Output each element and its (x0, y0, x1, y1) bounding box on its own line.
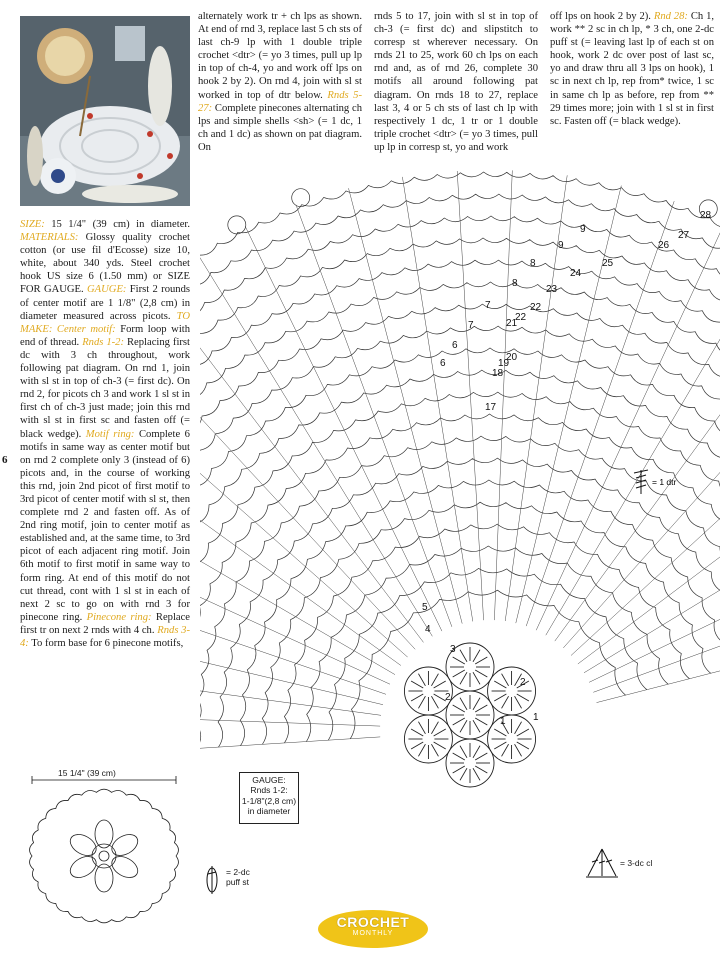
doily-photo (20, 16, 190, 206)
round-number-label: 22 (530, 302, 542, 313)
size-text: 15 1/4" (39 cm) in diameter. (44, 219, 190, 230)
rnd28-label: Rnd 28: (653, 11, 688, 22)
pinecone-text: Replace first tr on next 2 rnds with 4 ch. (20, 611, 190, 636)
round-number-label: 28 (700, 210, 712, 221)
round-number-label: 9 (558, 240, 564, 251)
col2-text2: Complete pinecones alternating ch lps and simple shells <sh> (= 1 dc, 1 ch and 1 dc) as shown on pat diagram. On (198, 102, 362, 153)
round-number-label: 7 (485, 300, 491, 311)
rnds527-label: Rnds 5-27: (198, 89, 363, 114)
crochet-monthly-logo (318, 910, 428, 948)
rnds34-label: Rnds 3-4: (20, 624, 190, 649)
motifring-text: Complete 6 motifs in same way as center motif but on rnd 2 complete only 3 (instead of 6) picots and, in the course of working this rnd, join 2nd picot of first motif to 3rd picot of center motif with sl st, then complete rnd 2 and fasten off. As of 2nd ring motif, join to center motif as established and, at the same time, to 3rd picot of each adjacent ring motif. Join 6th motif to first motif in same way to form ring. At end of this motif do not cut thread, cont with 1 sl st in each of next 2 sc to go on with rnd 3 for pinecone ring. (20, 428, 190, 623)
round-number-label: 6 (452, 340, 458, 351)
gauge-box-title: GAUGE: (252, 775, 286, 785)
round-number-label: 24 (570, 268, 582, 279)
gauge-box-line2: 1-1/8"(2,8 cm) (241, 795, 297, 806)
round-number-label: 3 (450, 644, 456, 655)
round-number-label: 19 (498, 358, 510, 369)
left-column (20, 218, 190, 650)
puff-legend-line2: puff st (226, 877, 249, 887)
page-number: 6 (2, 454, 8, 466)
round-number-label: 1 (500, 716, 506, 727)
round-number-label: 27 (678, 230, 690, 241)
round-number-label: 5 (422, 602, 428, 613)
materials-text: Glossy quality crochet cotton (or use fil d'Ecosse) size 10, white, about 340 yds. Steel crochet hook US size 6 (1.50 mm) or SIZE FOR GAUGE. (20, 232, 190, 296)
rnds12-text: Replacing first dc with 3 ch throughout, work following pat diagram. On rnd 1, join with sl st in top of ch-3 (= first dc). On rnd 2, for picots ch 3 and work 1 sl st in first ch of ch-3 just made; join this rnd with sl st in first sc and fasten off (= black wedge). (20, 336, 190, 440)
round-number-label: 18 (492, 368, 504, 379)
gauge-box-line3: in diameter (247, 806, 291, 817)
rnds34-text: To form base for 6 pinecone motifs, (28, 638, 184, 649)
round-number-label: 25 (602, 258, 614, 269)
round-number-label: 20 (506, 352, 518, 363)
logo-title: CROCHET (336, 914, 410, 930)
schematic-diameter: 15 1/4" (39 cm) (58, 768, 116, 778)
text-column-2 (198, 10, 362, 154)
puff-stitch-legend (226, 867, 250, 887)
round-number-label: 21 (506, 318, 518, 329)
round-number-label: 6 (440, 358, 446, 369)
round-number-label: 2 (445, 692, 451, 703)
size-label: SIZE: (20, 219, 45, 230)
doily-schematic (14, 776, 194, 926)
col3-text: rnds 5 to 17, join with sl st in top of ch-3 (= first dc) and slipstitch to corresp st wherever necessary. On rnds 21 to 25, work 60 ch lps on each rnd and, as of rnd 26, complete 30 motifs all around following pat diagram. On rnds 18 to 27, replace last 3, 4 or 5 ch sts of last ch lp with respectively 1 dc, 1 tr or 1 double triple crochet <dtr> (= yo 3 times, pull up lp in corresp st, yo and work (374, 11, 538, 153)
col2-text1: alternately work tr + ch lps as shown. At end of rnd 3, replace last 5 ch sts of last ch-9 lp with 1 double triple crochet <dtr> (= yo 3 times, pull up lp in top of ch-4, yo and work off lps on hook 2 by 2). On rnd 4, join with sl st worked in top of dtr below. (198, 11, 362, 101)
round-number-label: 23 (546, 284, 558, 295)
gauge-box (239, 772, 299, 824)
crochet-pattern-diagram (200, 170, 720, 840)
dtr-legend: = 1 dtr (652, 477, 677, 487)
gauge-box-line1: Rnds 1-2: (250, 785, 288, 796)
round-number-label: 2 (520, 677, 526, 688)
round-number-label: 8 (512, 278, 518, 289)
puff-legend-line1: = 2-dc (226, 867, 250, 877)
round-number-label: 17 (485, 402, 497, 413)
doily-photo-icon (20, 16, 190, 206)
tomake-label: TO MAKE: Center motif: (20, 310, 190, 335)
pinecone-label: Pinecone ring: (86, 611, 152, 623)
logo-subtitle: MONTHLY (352, 930, 394, 937)
round-number-label: 4 (425, 624, 431, 635)
col4-text1: off lps on hook 2 by 2). (550, 11, 651, 22)
tomake-text: Form loop with end of thread. (20, 323, 191, 348)
motifring-label: Motif ring: (85, 428, 135, 440)
materials-label: MATERIALS: (20, 232, 79, 244)
round-number-label: 1 (533, 712, 539, 723)
text-column-3 (374, 10, 538, 154)
round-number-label: 22 (515, 312, 527, 323)
round-number-label: 9 (580, 224, 586, 235)
cluster-legend: = 3-dc cl (620, 858, 653, 868)
rnds12-label: Rnds 1-2: (82, 336, 125, 348)
gauge-text: First 2 rounds of center motif are 1 1/8" (2,8 cm) in diameter measured across picots. (20, 284, 190, 322)
round-number-label: 26 (658, 240, 670, 251)
col4-text2: Ch 1, work ** 2 sc in ch lp, * 3 ch, one 2-dc puff st (= leaving last lp of each st on hook, work 2 dc over post of last sc, yo and draw thru all 3 lps on hook), 1 sc in next ch lp, rep from* twice, 1 sc in same ch lp as before, rep from ** 29 times more; join with 1 sl st in first sc. Fasten off (= black wedge). (550, 11, 715, 127)
text-column-4 (550, 10, 714, 128)
gauge-label: GAUGE: (87, 284, 127, 296)
round-number-label: 8 (530, 258, 536, 269)
round-number-label: 7 (468, 320, 474, 331)
cluster-stitch-icon (584, 846, 620, 880)
